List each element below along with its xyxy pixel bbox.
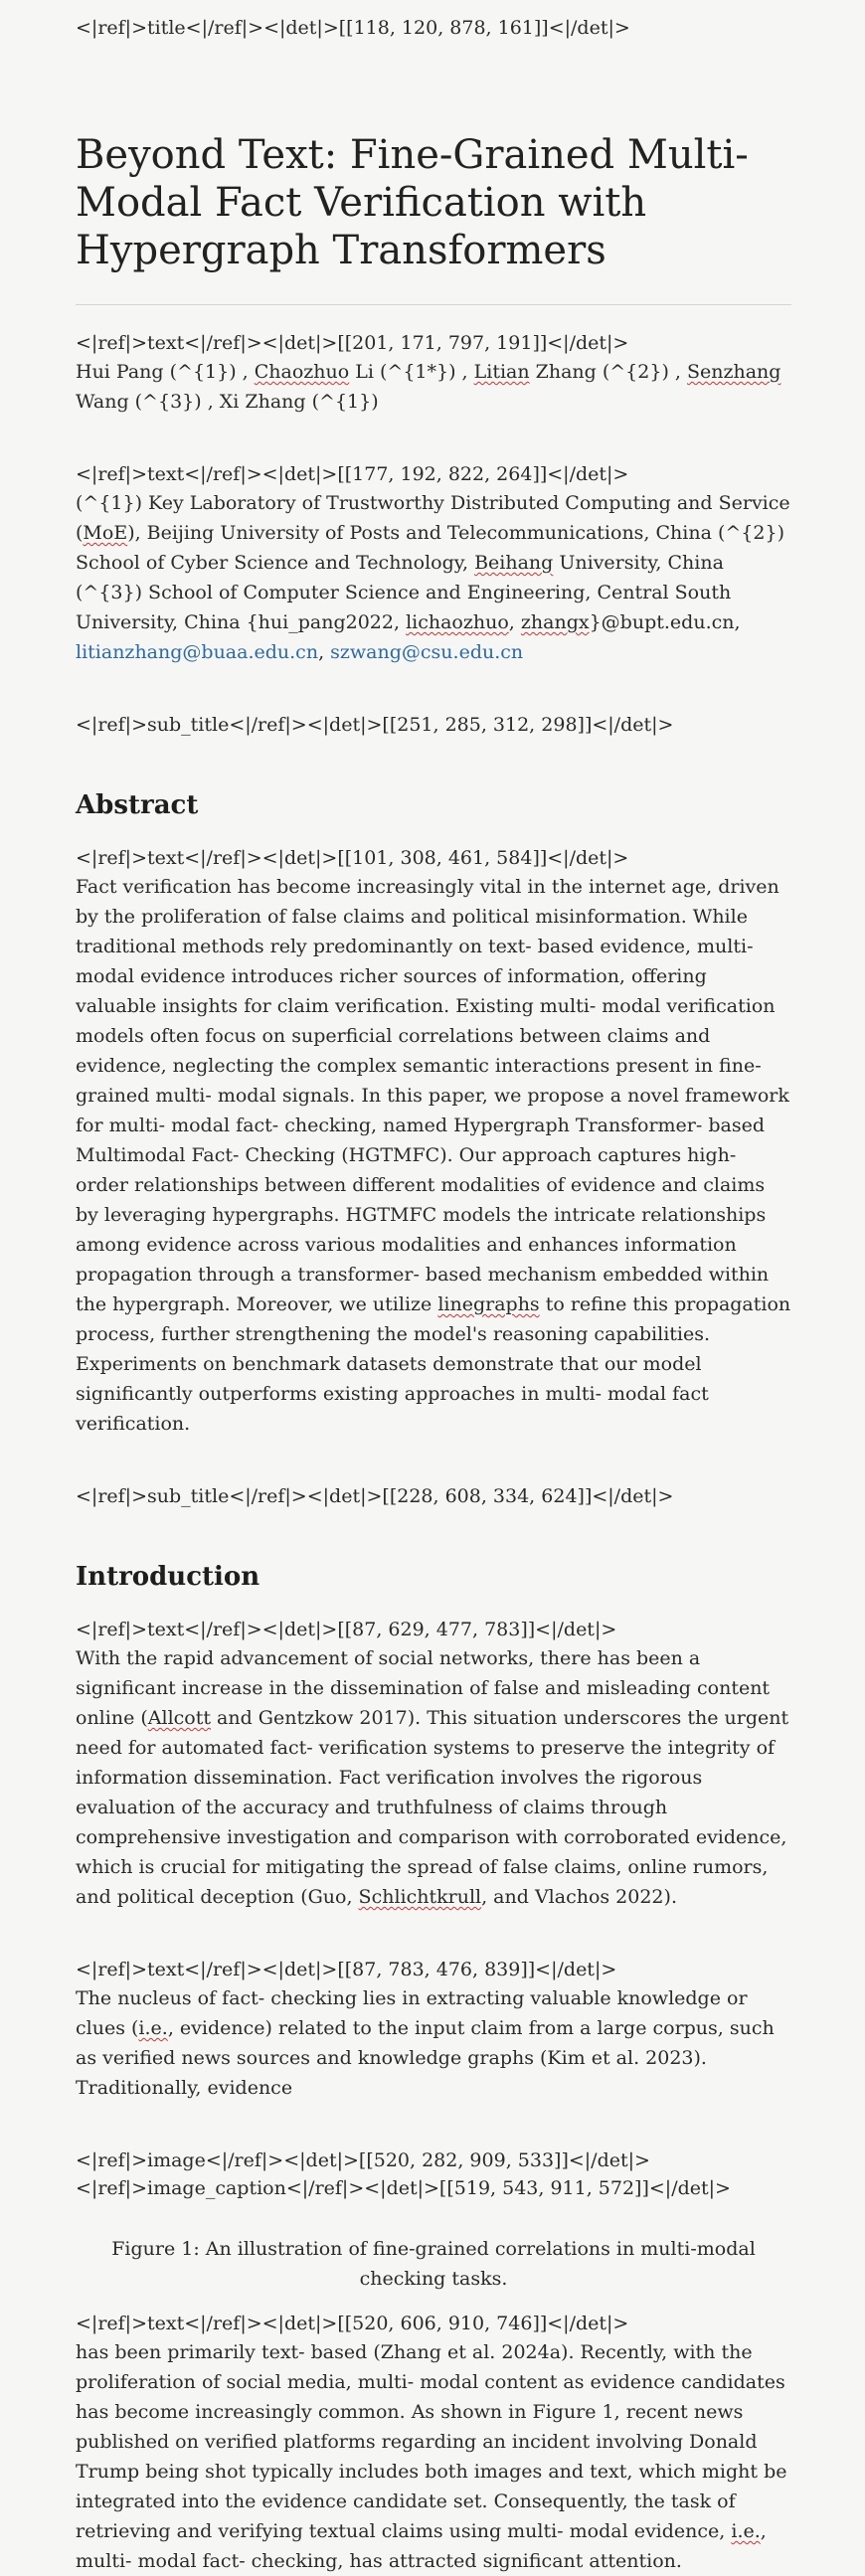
intro-paragraph-3-tag: <|ref|>text<|/ref|><|det|>[[520, 606, 910, 746]]<|/det|> bbox=[76, 2313, 629, 2334]
paper-title: Beyond Text: Fine-Grained Multi-Modal Fact Verification with Hypergraph Transformers bbox=[76, 132, 749, 273]
abstract-text: to refine this propagation process, further strengthening the model's reasoning capabilities. Experiments on benchmark datasets demonstrate that our model significantly outperforms existing approaches in multi- modal fact verification. bbox=[76, 1293, 791, 1435]
email-link-szwang[interactable]: szwang@csu.edu.cn bbox=[330, 641, 524, 663]
author-list bbox=[76, 357, 791, 417]
author-3-rest: Zhang (^{2}) , bbox=[529, 361, 687, 383]
abbrev-ie: i.e. bbox=[731, 2520, 761, 2542]
abstract-text-tag: <|ref|>text<|/ref|><|det|>[[101, 308, 461, 584]]<|/det|> bbox=[76, 847, 629, 869]
affiliation-text: ), Beijing University of Posts and Telecommunications, China (^{2}) School of Cyber Science and Technology, bbox=[76, 522, 784, 574]
spacer bbox=[76, 2103, 791, 2147]
abstract-term-linegraphs: linegraphs bbox=[437, 1293, 540, 1315]
spacer bbox=[76, 1912, 791, 1956]
affiliation-text: , bbox=[318, 641, 331, 663]
intro-paragraph-2-tag: <|ref|>text<|/ref|><|det|>[[87, 783, 476, 839]]<|/det|> bbox=[76, 1959, 617, 1980]
intro-text: , and Vlachos 2022). bbox=[481, 1886, 677, 1908]
spacer bbox=[76, 1439, 791, 1482]
intro-text: has been primarily text- based (Zhang et al. 2024a). Recently, with the proliferation of social media, multi- modal content as evidence candidates has become increasingly common. As shown in Figure 1, recent news published on verified platforms regarding an incident involving Donald Trump being shot typically includes both images and text, which might be integrated into the evidence candidate set. Consequently, the task of retrieving and verifying textual claims using multi- modal evidence, bbox=[76, 2341, 787, 2542]
email-user-lichaozhuo: lichaozhuo bbox=[406, 611, 509, 633]
affiliation-text: University, China (^{3}) School of Computer Science and Engineering, Central South University, China {hui_pang2022, bbox=[76, 552, 732, 633]
title-tag: <|ref|>title<|/ref|><|det|>[[118, 120, 878, 161]]<|/det|> bbox=[76, 17, 630, 39]
introduction-tag: <|ref|>sub_title<|/ref|><|det|>[[228, 608, 334, 624]]<|/det|> bbox=[76, 1485, 674, 1507]
affiliation-beihang: Beihang bbox=[474, 552, 554, 574]
intro-text: and Gentzkow 2017). This situation underscores the urgent need for automated fact- verification systems to preserve the integrity of information dissemination. Fact verification involves the rigorous evaluation of the accuracy and truthfulness of claims through comprehensive investigation and comparison with corroborated evidence, which is crucial for mitigating the spread of false claims, online rumors, and political deception (Guo, bbox=[76, 1707, 789, 1908]
affiliation-text: , bbox=[508, 611, 521, 633]
figure-caption-tag: <|ref|>image_caption<|/ref|><|det|>[[519, 543, 911, 572]]<|/det|> bbox=[76, 2177, 731, 2199]
affiliation-text: }@bupt.edu.cn, bbox=[589, 611, 741, 633]
author-4-rest: Wang (^{3}) , Xi Zhang (^{1}) bbox=[76, 391, 379, 413]
abstract-heading: Abstract bbox=[76, 790, 199, 820]
intro-paragraph-3 bbox=[76, 2337, 791, 2576]
author-2-first-name: Chaozhuo bbox=[254, 361, 350, 383]
email-link-litianzhang[interactable]: litianzhang@buaa.edu.cn bbox=[76, 641, 319, 663]
abbrev-ie: i.e. bbox=[138, 2017, 168, 2039]
email-user-zhangx: zhangx bbox=[520, 611, 590, 633]
spacer bbox=[76, 417, 791, 460]
citation-allcott: Allcott bbox=[147, 1707, 211, 1729]
affiliations bbox=[76, 488, 791, 667]
intro-paragraph-1-tag: <|ref|>text<|/ref|><|det|>[[87, 629, 477, 783]]<|/det|> bbox=[76, 1619, 617, 1640]
intro-text: The nucleus of fact- checking lies in extracting valuable knowledge or clues ( bbox=[76, 1987, 748, 2039]
intro-text: , evidence) related to the input claim from a large corpus, such as verified news sources and knowledge graphs (Kim et al. 2023). Traditionally, evidence bbox=[76, 2017, 775, 2099]
affiliation-moe: MoE bbox=[83, 522, 128, 544]
abstract-paragraph bbox=[76, 872, 791, 1439]
abstract-text: Fact verification has become increasingly vital in the internet age, driven by the proliferation of false claims and political misinformation. While traditional methods rely predominantly on text- based evidence, multi- modal evidence introduces richer sources of information, offering valuable insights for claim verification. Existing multi- modal verification models often focus on superficial correlations between claims and evidence, neglecting the complex semantic interactions present in fine- grained multi- modal signals. In this paper, we propose a novel framework for multi- modal fact- checking, named Hypergraph Transformer- based Multimodal Fact- Checking (HGTMFC). Our approach captures high- order relationships between different modalities of evidence and claims by leveraging hypergraphs. HGTMFC models the intricate relationships among evidence across various modalities and enhances information propagation through a transformer- based mechanism embedded within the hypergraph. Moreover, we utilize bbox=[76, 876, 789, 1315]
intro-paragraph-1 bbox=[76, 1643, 791, 1912]
author-2-rest: Li (^{1*}) , bbox=[349, 361, 474, 383]
author-3-first-name: Litian bbox=[473, 361, 530, 383]
figure-image-tag: <|ref|>image<|/ref|><|det|>[[520, 282, 909, 533]]<|/det|> bbox=[76, 2149, 650, 2171]
intro-text: , multi- modal fact- checking, has attracted significant attention. bbox=[76, 2520, 767, 2572]
affiliation-text: (^{1}) Key Laboratory of Trustworthy Distributed Computing and Service ( bbox=[76, 492, 790, 544]
author-4-first-name: Senzhang bbox=[686, 361, 781, 383]
spacer bbox=[76, 667, 791, 711]
figure-caption: Figure 1: An illustration of fine-grained correlations in multi-modal checking tasks. bbox=[111, 2238, 756, 2290]
citation-schlichtkrull: Schlichtkrull bbox=[358, 1886, 482, 1908]
introduction-heading: Introduction bbox=[76, 1562, 260, 1592]
authors-tag: <|ref|>text<|/ref|><|det|>[[201, 171, 797, 191]]<|/det|> bbox=[76, 332, 629, 354]
affiliations-tag: <|ref|>text<|/ref|><|det|>[[177, 192, 822, 264]]<|/det|> bbox=[76, 463, 629, 485]
abstract-tag: <|ref|>sub_title<|/ref|><|det|>[[251, 285, 312, 298]]<|/det|> bbox=[76, 714, 674, 736]
intro-paragraph-2 bbox=[76, 1983, 791, 2103]
author-1: Hui Pang (^{1}) , bbox=[76, 361, 255, 383]
title-divider bbox=[76, 304, 791, 305]
intro-text: With the rapid advancement of social networks, there has been a significant increase in the dissemination of false and misleading content online ( bbox=[76, 1647, 771, 1729]
